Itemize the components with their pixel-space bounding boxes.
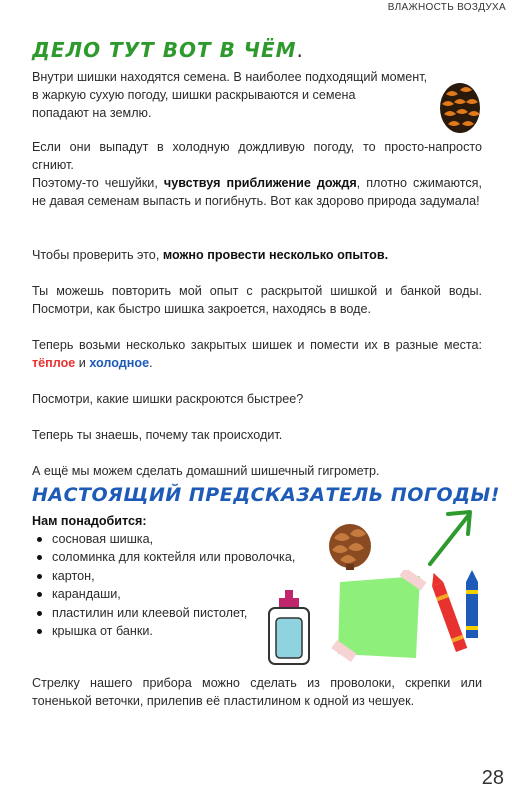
crayons-icon	[432, 568, 488, 660]
list-item: пластилин или клеевой пистолет,	[32, 604, 295, 622]
list-item: соломинка для коктейля или проволочка,	[32, 548, 295, 566]
pine-cone-brown-icon	[326, 520, 374, 572]
pine-cone-icon	[436, 80, 484, 136]
intro-paragraph: Внутри шишки находятся семена. В наиболее подходящий момент, в жаркую сухую погоду, шишки раскрываются и семена попадают на землю.	[32, 70, 428, 120]
paragraph-experiments: Чтобы проверить это, можно провести несколько опытов.	[32, 248, 389, 262]
section-header: ВЛАЖНОСТЬ ВОЗДУХА	[387, 2, 506, 13]
paragraph-hygrometer: А ещё мы можем сделать домашний шишечный гигрометр.	[32, 464, 380, 478]
materials-list	[32, 530, 295, 640]
paragraph-places: Теперь возьми несколько закрытых шишек и помести их в разные места: тёплое и холодное.	[32, 338, 482, 370]
cardboard-note-icon	[330, 570, 430, 666]
list-item: карандаши,	[32, 585, 295, 603]
paragraph-question: Посмотри, какие шишки раскроются быстрее?	[32, 392, 304, 406]
list-item: картон,	[32, 567, 295, 585]
list-item: крышка от банки.	[32, 622, 295, 640]
glue-bottle-icon	[266, 590, 312, 666]
paragraph-jar: Ты можешь повторить мой опыт с раскрытой шишкой и банкой воды. Посмотри, как быстро шишка закроется, находясь в воде.	[32, 284, 482, 316]
green-arrow-icon	[424, 506, 476, 570]
paragraph-know: Теперь ты знаешь, почему так происходит.	[32, 428, 283, 442]
paragraph-rot: Если они выпадут в холодную дождливую погоду, то просто-напросто сгниют.	[32, 140, 482, 172]
heading-forecaster: НАСТОЯЩИЙ ПРЕДСКАЗАТЕЛЬ ПОГОДЫ!	[32, 484, 500, 506]
page-number: 28	[481, 767, 504, 789]
materials-title: Нам понадобится:	[32, 514, 147, 528]
heading-why: ДЕЛО ТУТ ВОТ В ЧЁМ.	[32, 38, 304, 62]
paragraph-scales: Поэтому-то чешуйки, чувствуя приближение дождя, плотно сжимаются, не давая семенам выпасть и погибнуть. Вот как здорово природа задумала!	[32, 176, 482, 208]
list-item: сосновая шишка,	[32, 530, 295, 548]
paragraph-closing: Стрелку нашего прибора можно сделать из проволоки, скрепки или тоненькой веточки, прилепив её пластилином к одной из чешуек.	[32, 676, 482, 708]
